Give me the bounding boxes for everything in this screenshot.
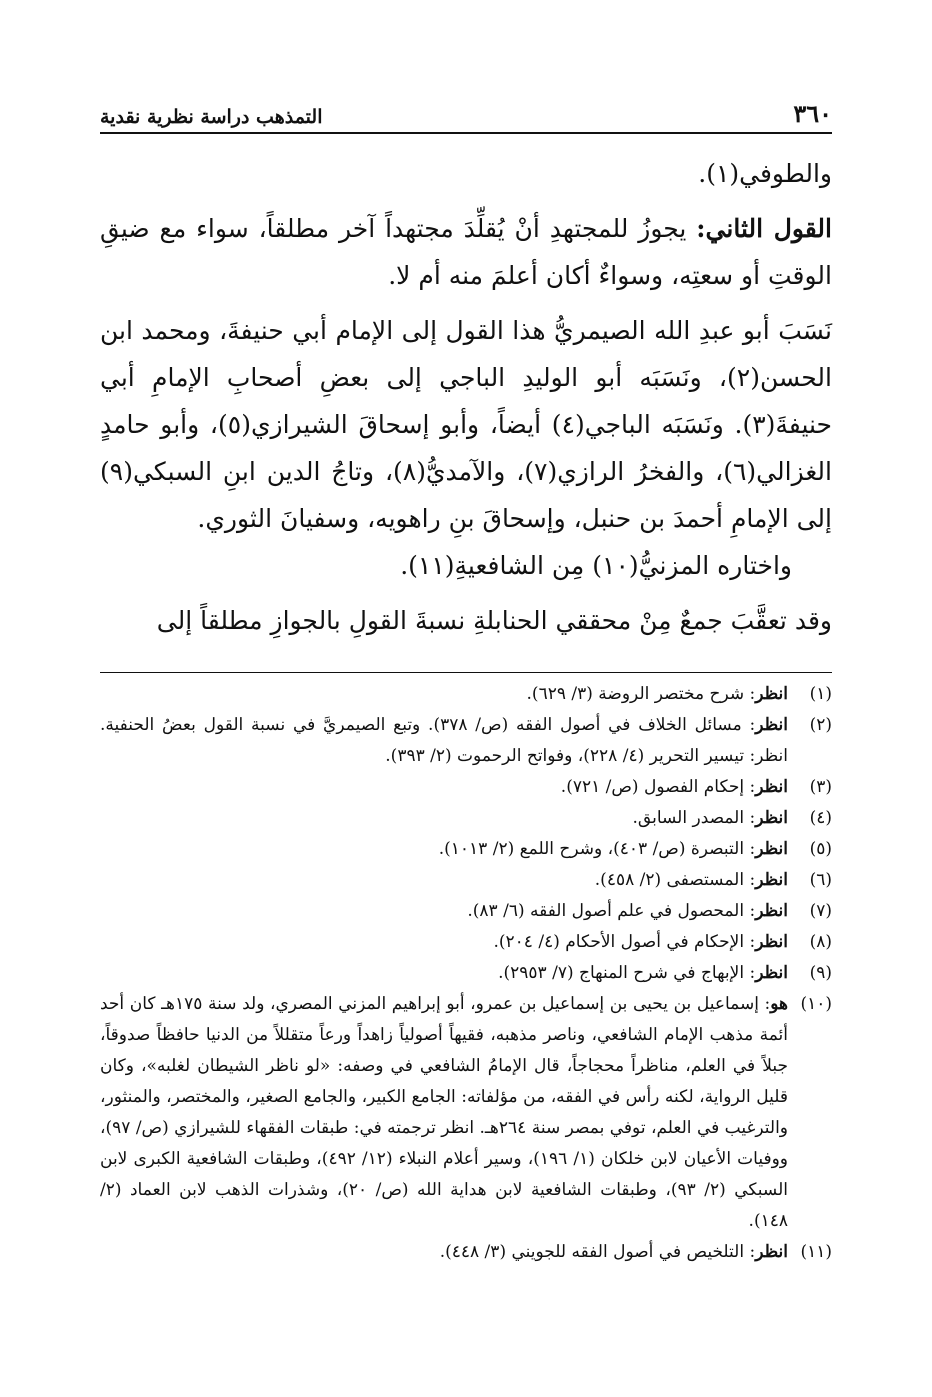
footnote-number: (٨) [809,932,832,952]
footnote-text: : مسائل الخلاف في أصول الفقه (ص/ ٣٧٨). وتبع الصيمريَّ في نسبة القول بعضُ الحنفية. انظر: تيسير التحرير (٤/ ٢٢٨)، وفواتح الرحموت (٢/ ٣٩٣). [100,715,788,766]
footnote-label: انظر [755,839,788,859]
footnote-number: (٩) [809,963,832,983]
footnote-text: : إسماعيل بن يحيى بن إسماعيل بن عمرو، أبو إبراهيم المزني المصري، ولد سنة ١٧٥هـ كان أحد أئمة مذهب الإمام الشافعي، وناصر مذهبه، فقيهاً أصولياً زاهداً ورعاً متقللاً من الدنيا حافظاً صدوقاً، جبلاً في العلم، مناظراً محجاجاً، قال الإمامُ الشافعي في وصفه: «لو ناظر الشيطان لغلبه»، وكان قليل الرواية، لكنه رأس في الفقه، من مؤلفاته: الجامع الكبير، والجامع الصغير، والمختصر، والمنثور، والترغيب في العلم، توفي بمصر سنة ٢٦٤هـ. انظر ترجمته في: طبقات الفقهاء للشيرازي (ص/ ٩٧)، ووفيات الأعيان لابن خلكان (١/ ١٩٦)، وسير أعلام النبلاء (١٢/ ٤٩٢)، وطبقات الشافعية الكبرى لابن السبكي (٢/ ٩٣)، وطبقات الشافعية لابن هداية الله (ص/ ٢٠)، وشذرات الذهب لابن العماد (٢/ ١٤٨). [100,994,789,1231]
footnote-label: انظر [755,901,788,921]
footnote-number: (٣) [809,777,832,797]
footnote-text: : الإحكام في أصول الأحكام (٤/ ٢٠٤). [493,932,756,952]
footnote-text: : شرح مختصر الروضة (٣/ ٦٢٩). [526,684,756,704]
footnote [100,989,832,1237]
footnote-label: انظر [755,808,788,828]
footnote-number: (٢) [809,715,832,735]
footnote-text: : المحصول في علم أصول الفقه (٦/ ٨٣). [467,901,756,921]
footnote-label: انظر [755,715,788,735]
footnote-label: انظر [755,684,788,704]
paragraph-4: وقد تعقَّبَ جمعٌ مِنْ محققي الحنابلةِ نسبةَ القولِ بالجوازِ مطلقاً إلى [156,606,832,635]
paragraph-2: نَسَبَ أبو عبدِ الله الصيمريُّ هذا القول إلى الإمام أبي حنيفةَ، ومحمد ابن الحسن(٢)، ونَسَبَه أبو الوليدِ الباجي إلى بعضِ أصحابِ الإمامِ أبي حنيفةَ(٣). ونَسَبَه الباجي(٤) أيضاً، وأبو إسحاقَ الشيرازي(٥)، وأبو حامدٍ الغزالي(٦)، والفخرُ الرازي(٧)، والآمديُّ(٨)، وتاجُ الدين ابنِ السبكي(٩) إلى الإمامِ أحمدَ بن حنبل، وإسحاقَ بنِ راهويه، وسفيانَ الثوري. [100,316,832,533]
footnote-label: انظر [755,777,788,797]
footnote-text: : المصدر السابق. [632,808,756,828]
footnote-number: (٤) [809,808,832,828]
paragraph-1-text: يجوزُ للمجتهدِ أنْ يُقلِّدَ مجتهداً آخر مطلقاً، سواء مع ضيقِ الوقتِ أو سعتِه، وسواءٌ أكان أعلمَ منه أم لا. [100,214,832,290]
footnotes [100,672,832,1268]
footnote-label: انظر [755,963,788,983]
main-text [100,150,832,644]
page-header [100,92,832,134]
footnote-number: (١١) [800,1242,832,1262]
footnote-label: انظر [755,932,788,952]
footnote-number: (٧) [809,901,832,921]
footnote-text: : التلخيص في أصول الفقه للجويني (٣/ ٤٤٨). [439,1242,756,1262]
footnote [100,679,832,710]
footnote [100,710,832,772]
paragraph-3: واختاره المزنيُّ(١٠) مِن الشافعيةِ(١١). [400,551,792,580]
running-title: التمذهب دراسة نظرية نقدية [100,106,323,128]
footnote-label: انظر [755,1242,788,1262]
footnote-text: : المستصفى (٢/ ٤٥٨). [594,870,756,890]
footnote-text: : الإبهاج في شرح المنهاج (٧/ ٢٩٥٣). [498,963,756,983]
footnote [100,958,832,989]
page-number: ٣٦٠ [793,99,832,128]
footnote [100,865,832,896]
footnote-label: انظر [755,870,788,890]
footnote [100,896,832,927]
footnote-text: : التبصرة (ص/ ٤٠٣)، وشرح اللمع (٢/ ١٠١٣). [438,839,756,859]
footnote-number: (٥) [809,839,832,859]
footnote-number: (١٠) [800,994,832,1014]
footnote [100,772,832,803]
footnote-number: (٦) [809,870,832,890]
paragraph-0: والطوفي(١). [698,159,832,188]
footnote [100,1237,832,1268]
footnote-label: هو [770,994,789,1014]
footnote-number: (١) [809,684,832,704]
footnote [100,927,832,958]
footnote [100,803,832,834]
footnote-text: : إحكام الفصول (ص/ ٧٢١). [560,777,756,797]
second-opinion-label: القول الثاني: [696,214,832,243]
footnote [100,834,832,865]
paragraph-1 [100,205,832,299]
